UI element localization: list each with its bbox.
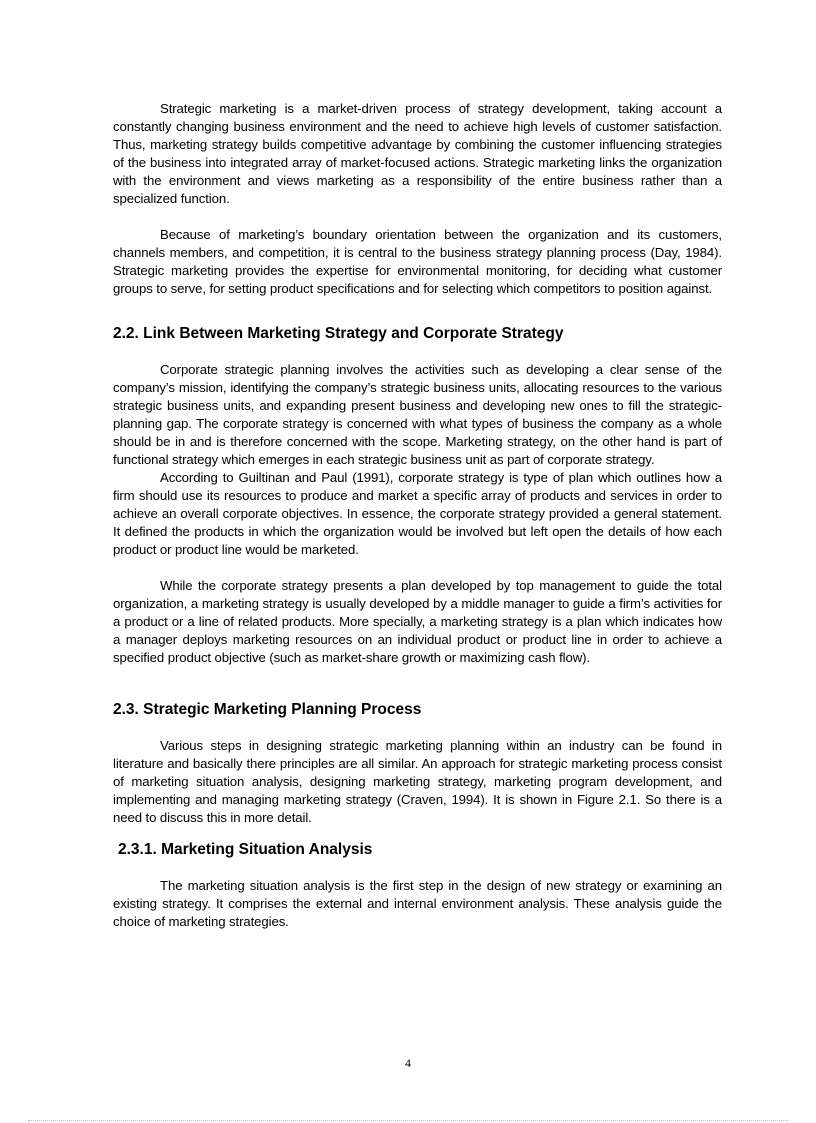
section-2-3-heading: 2.3. Strategic Marketing Planning Process (113, 701, 422, 718)
section-2-3-1-paragraph-1: The marketing situation analysis is the first step in the design of new strategy or examining an existing strategy. It comprises the external and internal environment analysis. These analysis guide the choice of marketing strategies. (113, 878, 722, 929)
section-2-2-paragraph-3: While the corporate strategy presents a plan developed by top management to guide the total organization, a marketing strategy is usually developed by a middle manager to guide a firm’s activities for a product or a line of related products. More specially, a marketing strategy is a plan which indicates how a manager deploys marketing resources on an individual product or product line in order to achieve a specified product objective (such as market-share growth or maximizing cash flow). (113, 578, 722, 665)
section-2-2-paragraph-1: Corporate strategic planning involves the activities such as developing a clear sense of the company’s mission, identifying the company’s strategic business units, allocating resources to the various strategic business units, and expanding present business and developing new ones to fill the strategic-planning gap. The corporate strategy is concerned with what types of business the company as a whole should be in and is therefore concerned with the scope. Marketing strategy, on the other hand is part of functional strategy which emerges in each strategic business unit as part of corporate strategy. (113, 362, 722, 467)
paragraph-spacer (113, 559, 722, 577)
page-body (113, 100, 722, 931)
page-number: 4 (405, 1056, 411, 1070)
intro-paragraph-1: Strategic marketing is a market-driven process of strategy development, taking account a constantly changing business environment and the need to achieve high levels of customer satisfaction. Thus, marketing strategy builds competitive advantage by combining the customer influencing strategies of the business into integrated array of market-focused actions. Strategic marketing links the organization with the environment and views marketing as a responsibility of the entire business rather than a specialized function. (113, 101, 722, 206)
section-2-2-paragraph-2: According to Guiltinan and Paul (1991), corporate strategy is type of plan which outlines how a firm should use its resources to produce and market a specific array of products and services in order to achieve an overall corporate objectives. In essence, the corporate strategy provided a general statement. It defined the products in which the organization would be involved but left open the details of how each product or product line would be marketed. (113, 470, 722, 557)
footer-divider (28, 1120, 788, 1121)
section-2-3-paragraph-1: Various steps in designing strategic marketing planning within an industry can be found in literature and basically there principles are all similar. An approach for strategic marketing process consist of marketing situation analysis, designing marketing strategy, marketing program development, and implementing and managing marketing strategy (Craven, 1994). It is shown in Figure 2.1. So there is a need to discuss this in more detail. (113, 738, 722, 825)
intro-paragraph-2: Because of marketing’s boundary orientation between the organization and its customers, channels members, and competition, it is central to the business strategy planning process (Day, 1984). Strategic marketing provides the expertise for environmental monitoring, for deciding what customer groups to serve, for setting product specifications and for selecting which competitors to position against. (113, 227, 722, 296)
section-2-2-heading: 2.2. Link Between Marketing Strategy and Corporate Strategy (113, 325, 564, 342)
paragraph-spacer (113, 208, 722, 226)
section-2-3-1-heading: 2.3.1. Marketing Situation Analysis (118, 841, 373, 858)
